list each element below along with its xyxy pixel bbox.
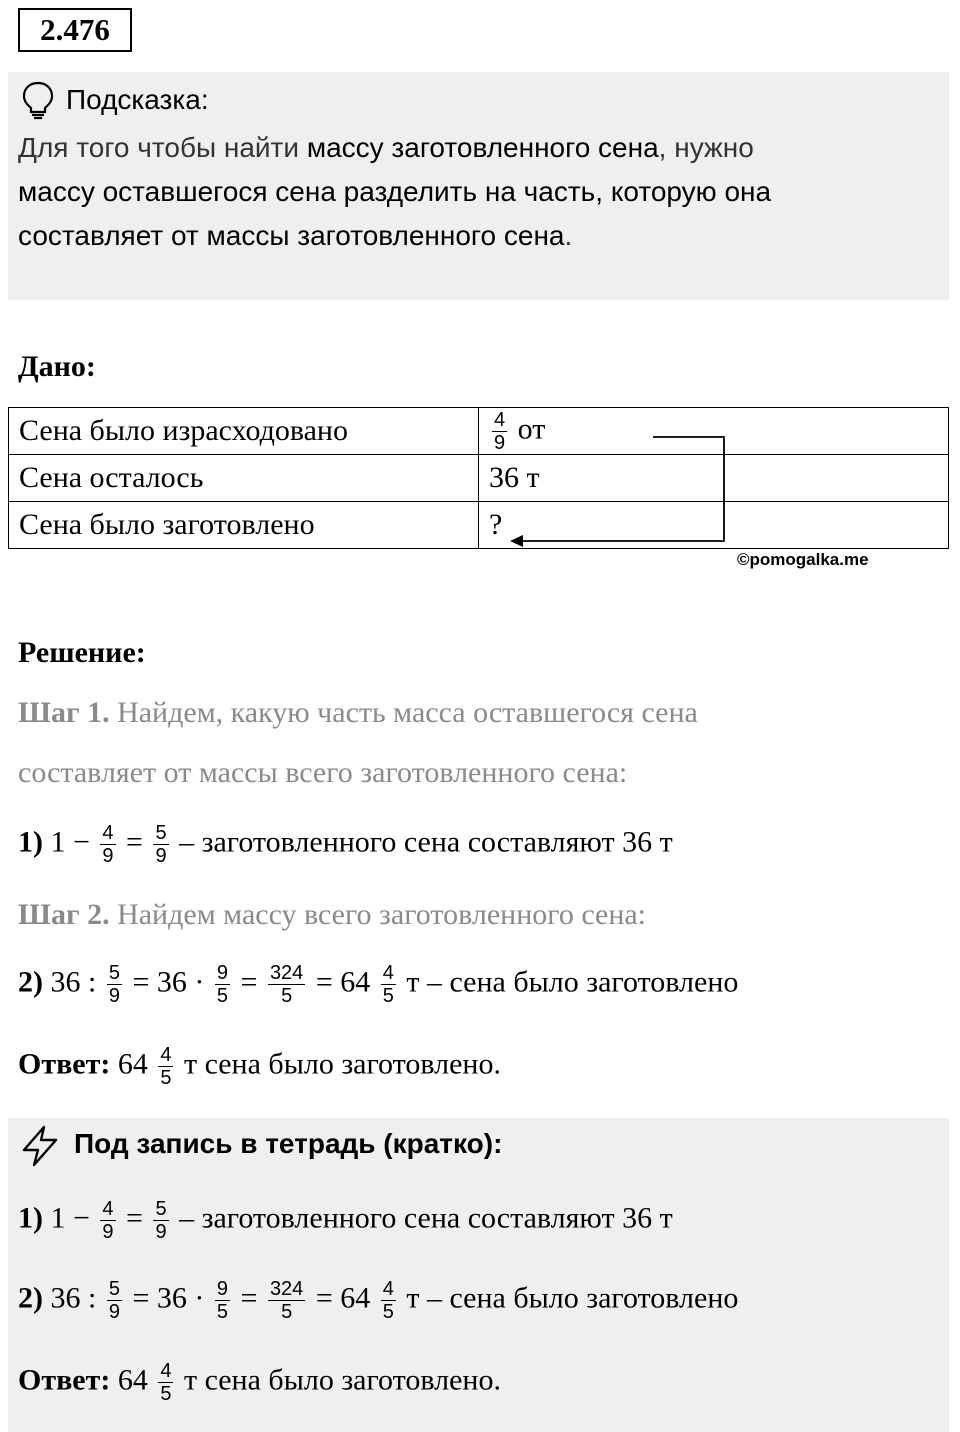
table-cell-text: от [517, 411, 546, 445]
watermark: ©pomogalka.me [737, 550, 869, 569]
notebook-title: Под запись в тетрадь (кратко): [74, 1128, 503, 1159]
step-2-line [18, 898, 646, 932]
fraction: $\frac{5}{9}$ [155, 1198, 167, 1243]
fraction: $\frac{5}{9}$ [155, 822, 167, 867]
equation-number: 2) [18, 1281, 43, 1315]
hint-emphasis: массу заготовленного сена [306, 132, 659, 163]
fraction: $\frac{4}{9}$ [494, 408, 506, 454]
hint-line-1-tail: , нужно [658, 132, 754, 163]
fraction: $\frac{324}{5}$ [269, 1278, 304, 1323]
hint-emphasis: массу оставшегося сена разделить на часть, которую она [18, 176, 772, 207]
step-label: Шаг 1. [18, 696, 110, 729]
given-label: Дано: [18, 350, 96, 383]
fraction: $\frac{4}{9}$ [102, 1198, 114, 1243]
fraction: $\frac{5}{9}$ [108, 962, 120, 1007]
reference-arrow [0, 0, 960, 600]
notebook-answer-line: Ответ: 64 $\frac{4}{5}$ т сена было заготовлено. [18, 1360, 501, 1405]
hint-title: Подсказка: [66, 84, 209, 115]
notebook-equation-1: 1) 1 − $\frac{4}{9}$ = $\frac{5}{9}$ – заготовленного сена составляют 36 т [18, 1198, 673, 1243]
fraction: $\frac{324}{5}$ [269, 962, 304, 1007]
fraction: $\frac{4}{5}$ [160, 1044, 172, 1089]
fraction: $\frac{9}{5}$ [216, 1278, 229, 1323]
table-cell: 36 т [479, 455, 949, 502]
equation-number: 1) [18, 1201, 43, 1235]
step-label: Шаг 2. [18, 898, 110, 931]
fraction: $\frac{4}{5}$ [382, 962, 394, 1007]
step-1-line [18, 696, 698, 730]
notebook-equation-2: 2) 36 : $\frac{5}{9}$ = 36 · $\frac{9}{5}$ = $\frac{324}{5}$ = 64 $\frac{4}{5}$ т – сена было заготовлено [18, 1278, 739, 1323]
solution-label: Решение: [18, 636, 146, 669]
step-1-line-2: составляет от массы всего заготовленного сена: [18, 756, 628, 789]
step-text: Найдем массу всего заготовленного сена: [109, 898, 647, 931]
equation-number: 2) [18, 965, 43, 999]
equation-2: 2) 36 : $\frac{5}{9}$ = 36 · $\frac{9}{5}$ = $\frac{324}{5}$ = 64 $\frac{4}{5}$ т – сена было заготовлено [18, 962, 739, 1007]
equation-1: 1) 1 − $\frac{4}{9}$ = $\frac{5}{9}$ – заготовленного сена составляют 36 т [18, 822, 673, 867]
task-number: 2.476 [18, 8, 132, 52]
hint-line-3-tail: . [564, 220, 573, 251]
fraction: $\frac{5}{9}$ [108, 1278, 120, 1323]
table-cell: Сена было израсходовано [9, 408, 479, 455]
hint-emphasis: составляет от массы заготовленного сена [18, 220, 565, 251]
answer-label: Ответ: [18, 1047, 111, 1081]
table-cell: ? [479, 502, 949, 549]
table-cell: Сена осталось [9, 455, 479, 502]
hint-line-1-text: Для того чтобы найти [18, 132, 307, 163]
lightning-icon [18, 1124, 62, 1168]
step-text: Найдем, какую часть масса оставшегося сена [109, 696, 698, 729]
answer-line: Ответ: 64 $\frac{4}{5}$ т сена было заготовлено. [18, 1044, 501, 1089]
fraction: $\frac{4}{5}$ [382, 1278, 394, 1323]
equation-number: 1) [18, 825, 43, 859]
fraction: $\frac{4}{5}$ [160, 1360, 172, 1405]
fraction: $\frac{4}{9}$ [102, 822, 114, 867]
table-cell: Сена было заготовлено [9, 502, 479, 549]
fraction: $\frac{9}{5}$ [216, 962, 229, 1007]
answer-label: Ответ: [18, 1363, 111, 1397]
